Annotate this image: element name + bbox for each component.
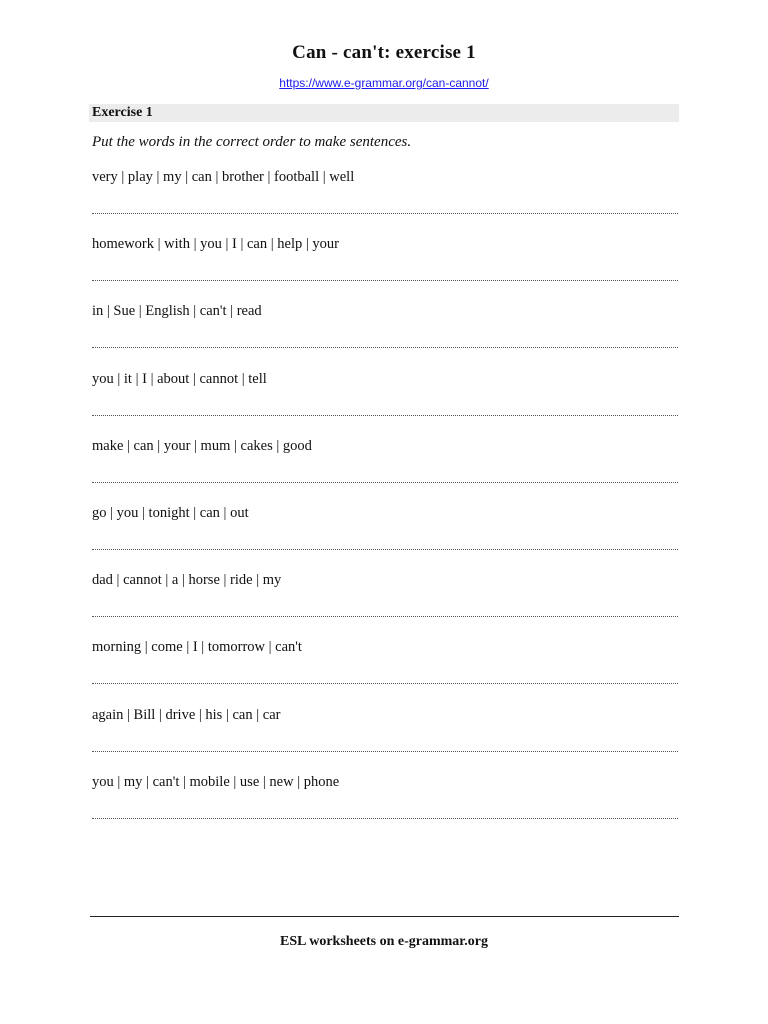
answer-line[interactable] (92, 272, 678, 281)
answer-line[interactable] (92, 205, 678, 214)
item-prompt: homework | with | you | I | can | help | your (92, 236, 339, 253)
item-prompt: morning | come | I | tomorrow | can't (92, 639, 302, 656)
answer-line[interactable] (92, 474, 678, 483)
answer-line[interactable] (92, 810, 678, 819)
exercise-item (92, 707, 678, 774)
exercise-instruction: Put the words in the correct order to make sentences. (92, 134, 412, 150)
item-prompt: make | can | your | mum | cakes | good (92, 437, 312, 454)
exercise-items (92, 169, 678, 841)
answer-line[interactable] (92, 743, 678, 752)
exercise-item (92, 371, 678, 438)
exercise-item (92, 774, 678, 841)
exercise-item (92, 438, 678, 505)
answer-line[interactable] (92, 541, 678, 550)
item-prompt: you | my | can't | mobile | use | new | phone (92, 773, 340, 790)
exercise-item (92, 505, 678, 572)
exercise-item (92, 236, 678, 303)
source-link[interactable]: https://www.e-grammar.org/can-cannot/ (279, 76, 489, 90)
page-title: Can - can't: exercise 1 (292, 42, 476, 63)
item-prompt: again | Bill | drive | his | can | car (92, 706, 281, 723)
exercise-heading: Exercise 1 (92, 105, 153, 120)
exercise-item (92, 169, 678, 236)
item-prompt: you | it | I | about | cannot | tell (92, 370, 267, 387)
footer-text: ESL worksheets on e-grammar.org (280, 934, 488, 949)
exercise-item (92, 572, 678, 639)
item-prompt: dad | cannot | a | horse | ride | my (92, 572, 282, 589)
item-prompt: very | play | my | can | brother | football | well (92, 169, 355, 185)
item-prompt: in | Sue | English | can't | read (92, 303, 262, 320)
item-prompt: go | you | tonight | can | out (92, 504, 249, 521)
answer-line[interactable] (92, 339, 678, 348)
answer-line[interactable] (92, 608, 678, 617)
exercise-header (89, 104, 679, 122)
answer-line[interactable] (92, 675, 678, 684)
answer-line[interactable] (92, 407, 678, 416)
exercise-item (92, 303, 678, 370)
exercise-item (92, 639, 678, 706)
footer-divider (90, 916, 679, 917)
